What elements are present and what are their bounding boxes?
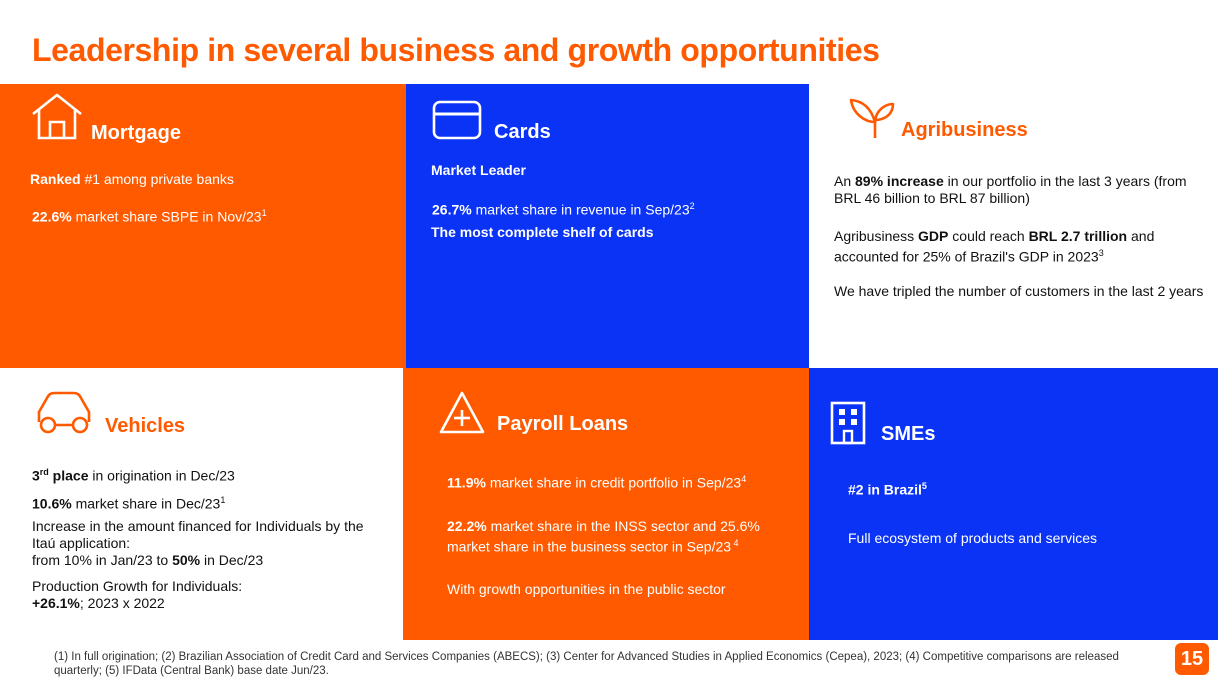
vehicles-financed: Increase in the amount financed for Individuals by the Itaú application: from 10% in Jan/23 to 50% in Dec/23 [32,518,364,568]
mortgage-share: 22.6% market share SBPE in Nov/$23^1$ [32,208,267,225]
mortgage-title: Mortgage [91,122,181,144]
smes-rank: #2 in Brazil$^5$ [848,481,927,498]
vehicles-growth: Production Growth for Individuals: +26.1%; 2023 x 2022 [32,578,243,611]
mortgage-panel [0,84,406,368]
house-icon [30,92,84,142]
vehicles-origination: 3rd place in origination in Dec/23 [32,467,235,484]
payroll-title: Payroll Loans [497,413,629,435]
cards-share: 26.7% market share in revenue in Sep/$23^2$ [432,201,695,218]
agribusiness-title: Agribusiness [901,119,1028,141]
vehicles-share: 10.6% market share in Dec/$23^1$ [32,495,226,512]
vehicles-title: Vehicles [105,415,186,437]
cards-leader: Market Leader [431,162,526,178]
plus-triangle-icon [438,390,486,436]
payroll-credit-share: 11.9% market share in credit portfolio in Sep/$23^4$ [447,474,747,491]
credit-card-icon [432,100,482,140]
agribusiness-customers: We have tripled the number of customers in the last 2 years [834,283,1204,299]
smes-title: SMEs [881,423,936,445]
smes-ecosystem: Full ecosystem of products and services [848,530,1097,546]
mortgage-rank: Ranked #1 among private banks [30,171,234,187]
page-number: 15 [1175,643,1209,675]
payroll-inss-share: 22.2% market share in the INSS sector and 25.6% market share in the business sector in Sep/23 $^4$ [447,518,760,555]
cards-shelf: The most complete shelf of cards [431,224,654,240]
cards-panel [406,84,809,368]
building-icon [829,400,867,446]
footnote: (1) In full origination; (2) Brazilian Association of Credit Card and Services Companies (ABECS); (3) Center for Advanced Studies in Applied Economics (Cepea), 2023; (4) Competitive comparisons are released quarterly; (5) IFData (Central Bank) base date Jun/23. [54,651,1119,677]
payroll-public-sector: With growth opportunities in the public sector [447,581,726,597]
cards-title: Cards [494,121,551,143]
smes-panel [809,368,1218,640]
agribusiness-panel [809,84,1218,368]
agribusiness-portfolio: An 89% increase in our portfolio in the last 3 years (from BRL 46 billion to BRL 87 billion) [834,173,1187,206]
car-icon [33,390,95,436]
agribusiness-gdp: Agribusiness GDP could reach BRL 2.7 trillion and accounted for 25% of Brazil's GDP in 2023$^3$ [834,228,1155,265]
page-title: Leadership in several business and growth opportunities [32,32,880,68]
sprout-icon [847,96,897,140]
vehicles-panel [0,368,403,640]
payroll-panel [403,368,809,640]
